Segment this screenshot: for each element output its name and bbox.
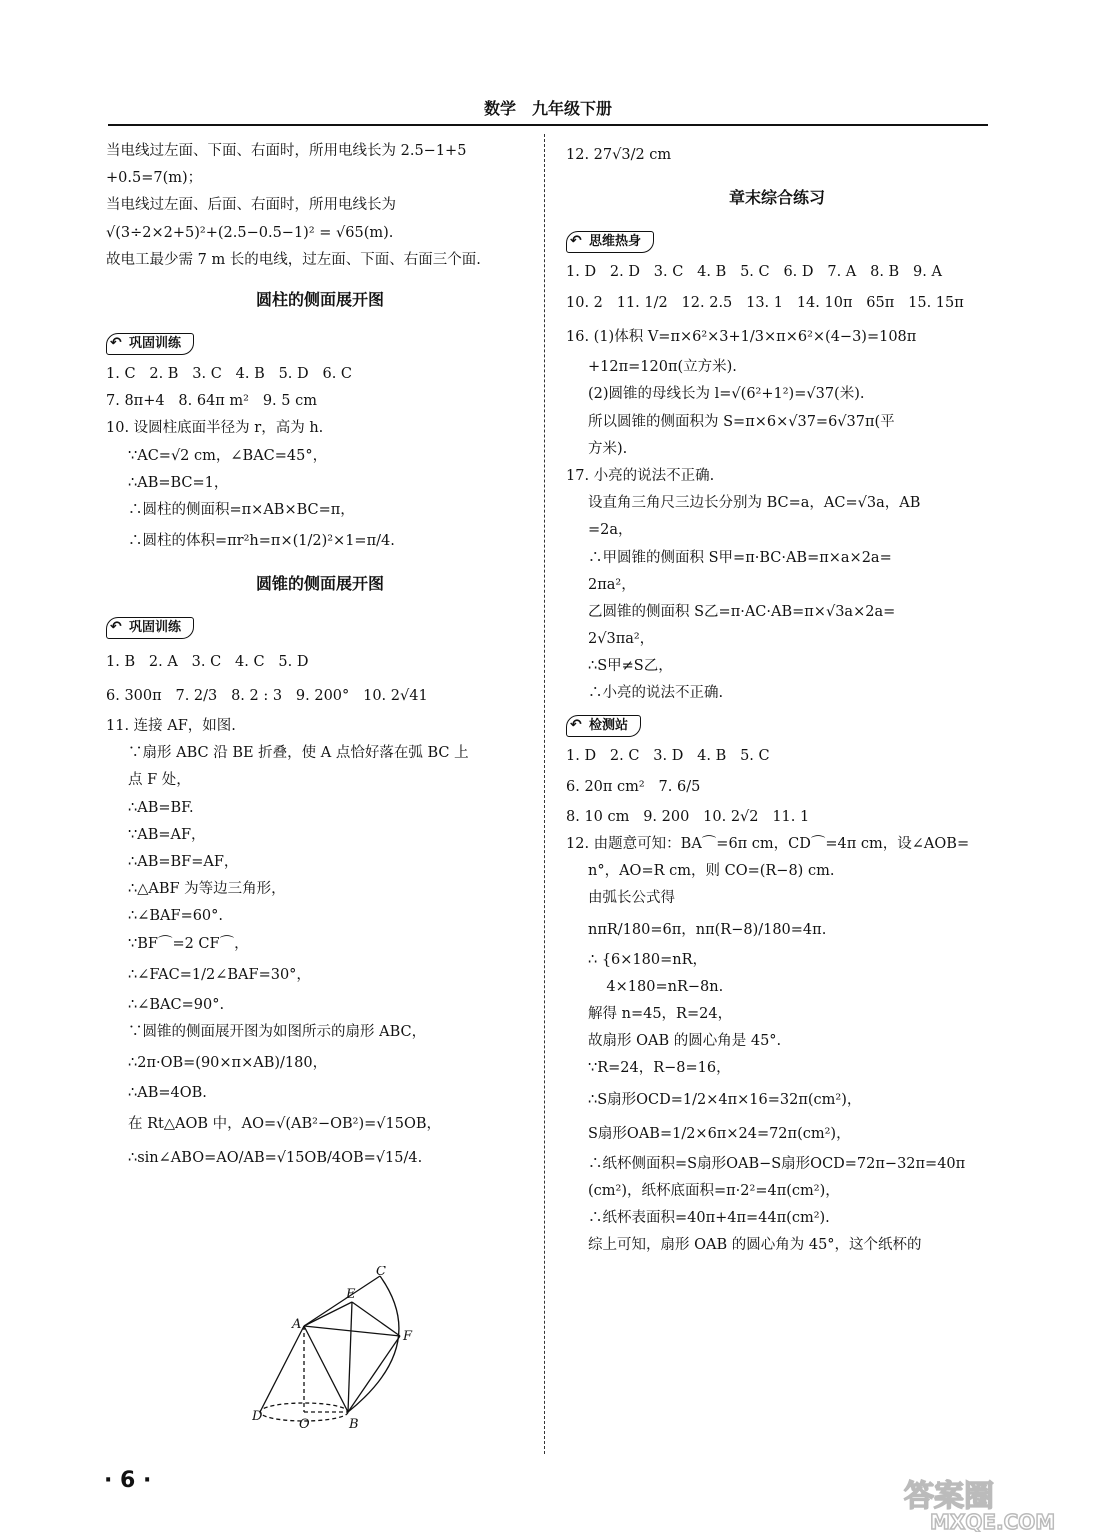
column-divider xyxy=(544,134,545,1454)
answer-line: 由弧长公式得 xyxy=(588,890,675,907)
answer-line: ∴甲圆锥的侧面积 S甲=π·BC·AB=π×a×2a= xyxy=(588,549,892,566)
answer-line: ∴纸杯侧面积=S扇形OAB−S扇形OCD=72π−32π=40π xyxy=(588,1155,966,1172)
answer-line: ∴S甲≠S乙， xyxy=(588,658,673,675)
watermark-text-main: 答案圈 xyxy=(904,1479,994,1514)
answer-line: 综上可知，扇形 OAB 的圆心角为 45°，这个纸杯的 xyxy=(588,1237,922,1254)
answer-line: 1. B 2. A 3. C 4. C 5. D xyxy=(106,654,309,671)
section-title-cylinder: 圆柱的侧面展开图 xyxy=(255,289,384,309)
page-header: 数学 九年级下册 xyxy=(483,99,612,118)
answer-line: ∴纸杯表面积=40π+4π=44π(cm²). xyxy=(588,1209,830,1226)
answer-line: 方米). xyxy=(588,440,628,457)
answer-line: 10. 设圆柱底面半径为 r，高为 h. xyxy=(106,420,324,437)
answer-line: ∴△ABF 为等边三角形， xyxy=(128,881,286,898)
line-be xyxy=(348,1302,352,1412)
tag-consolidate xyxy=(106,612,534,644)
answer-line: ∴圆柱的体积=πr²h=π×(1/2)²×1=π/4. xyxy=(128,533,395,550)
text-line: +0.5=7(m)； xyxy=(106,170,203,187)
tag-label: 检测站 xyxy=(589,717,629,733)
tag-box xyxy=(566,715,641,737)
answer-line: 设直角三角尺三边长分别为 BC=a，AC=√3a，AB xyxy=(588,495,921,512)
tag-box xyxy=(566,231,654,253)
answer-line: 8. 10 cm 9. 200 10. 2√2 11. 1 xyxy=(566,808,810,825)
answer-line: ∴2π·OB=(90×π×AB)/180， xyxy=(128,1055,328,1072)
answer-line: ∴小亮的说法不正确. xyxy=(588,685,724,702)
label-o: O xyxy=(299,1417,310,1432)
answer-line: ∵R=24，R−8=16， xyxy=(588,1060,731,1077)
answer-line: 1. C 2. B 3. C 4. B 5. D 6. C xyxy=(106,365,353,382)
answer-line: 乙圆锥的侧面积 S乙=π·AC·AB=π×√3a×2a= xyxy=(588,603,896,620)
answer-line: ∴∠BAF=60°. xyxy=(128,908,224,925)
tag-consolidate xyxy=(106,328,534,360)
answer-line: ∵扇形 ABC 沿 BE 折叠，使 A 点恰好落在弧 BC 上 xyxy=(128,745,469,762)
cone-sector-figure xyxy=(252,1266,422,1432)
label-c: C xyxy=(376,1266,386,1279)
curl-arrow-icon: ↶ xyxy=(110,619,122,636)
cone-edge-ab xyxy=(304,1326,348,1412)
header-rule xyxy=(108,124,988,126)
answer-line: 解得 n=45，R=24， xyxy=(588,1005,733,1022)
right-column xyxy=(566,138,988,1259)
answer-line: ∴AB=BC=1， xyxy=(128,474,229,491)
text-line: 当电线过左面、后面、右面时，所用电线长为 xyxy=(106,197,396,214)
answer-line: ∴∠BAC=90°. xyxy=(128,996,225,1013)
answer-line: ∵AB=AF， xyxy=(128,826,206,843)
answer-line: ∴S扇形OCD=1/2×4π×16=32π(cm²)， xyxy=(588,1091,862,1108)
answer-line: (cm²)，纸杯底面积=π·2²=4π(cm²)， xyxy=(588,1182,840,1199)
section-title-cone: 圆锥的侧面展开图 xyxy=(255,574,384,594)
answer-line: 11. 连接 AF，如图. xyxy=(106,718,236,735)
tag-box xyxy=(106,333,194,355)
answer-line: 1. D 2. C 3. D 4. B 5. C xyxy=(566,747,770,764)
answer-line: 4×180=nR−8n. xyxy=(588,978,724,995)
line-ae xyxy=(304,1302,352,1326)
sector-edge-ac xyxy=(304,1276,380,1326)
label-b: B xyxy=(349,1417,359,1432)
answer-line: 7. 8π+4 8. 64π m² 9. 5 cm xyxy=(106,393,317,410)
text-line: √(3÷2×2+5)²+(2.5−0.5−1)² = √65(m). xyxy=(106,224,394,241)
answer-line: ∵圆锥的侧面展开图为如图所示的扇形 ABC， xyxy=(128,1023,427,1040)
answer-line: n°，AO=R cm，则 CO=(R−8) cm. xyxy=(588,863,835,880)
answer-line: ∴sin∠ABO=AO/AB=√15OB/4OB=√15/4. xyxy=(128,1150,423,1167)
answer-line: 在 Rt△AOB 中，AO=√(AB²−OB²)=√15OB， xyxy=(128,1116,442,1133)
answer-line: (2)圆锥的母线长为 l=√(6²+1²)=√37(米). xyxy=(588,386,865,403)
site-watermark-logo xyxy=(900,1476,1080,1532)
label-e: E xyxy=(346,1287,356,1302)
answer-line: 1. D 2. D 3. C 4. B 5. C 6. D 7. A 8. B 9. A xyxy=(566,264,942,280)
answer-line: ∵BF⌒=2 CF⌒， xyxy=(128,935,249,952)
tag-test-station xyxy=(566,710,988,742)
tag-warmup xyxy=(566,226,988,258)
tag-label: 巩固训练 xyxy=(129,620,182,636)
answer-line: nπR/180=6π，nπ(R−8)/180=4π. xyxy=(588,921,827,938)
line-af xyxy=(304,1326,400,1336)
answer-line: 10. 2 11. 1/2 12. 2.5 13. 1 14. 10π 65π 15. 15π xyxy=(566,295,964,312)
left-column xyxy=(106,138,534,1175)
answer-line: 16. (1)体积 V=π×6²×3+1/3×π×6²×(4−3)=108π xyxy=(566,329,917,346)
answer-line: +12π=120π(立方米). xyxy=(588,359,737,376)
answer-line: 2πa²， xyxy=(588,576,636,593)
curl-arrow-icon: ↶ xyxy=(570,716,582,733)
answer-line: 故扇形 OAB 的圆心角是 45°. xyxy=(588,1033,782,1050)
page-number: · 6 · xyxy=(104,1468,152,1493)
answer-line: ∴圆柱的侧面积=π×AB×BC=π， xyxy=(128,501,355,518)
answer-line: ∵AC=√2 cm，∠BAC=45°， xyxy=(128,447,328,464)
answer-line: ∴AB=BF. xyxy=(128,799,194,816)
curl-arrow-icon: ↶ xyxy=(110,334,122,351)
answer-line: ∴∠FAC=1/2∠BAF=30°， xyxy=(128,966,311,983)
answer-line: S扇形OAB=1/2×6π×24=72π(cm²)， xyxy=(588,1125,851,1142)
label-f: F xyxy=(403,1329,413,1344)
line-fb xyxy=(348,1336,400,1412)
answer-line: 6. 20π cm² 7. 6/5 xyxy=(566,778,701,795)
line-ef xyxy=(352,1302,400,1336)
answer-line: ∴AB=4OB. xyxy=(128,1085,207,1102)
answer-line: 点 F 处， xyxy=(128,772,191,789)
cone-edge-ad xyxy=(260,1326,304,1412)
sector-arc-cb xyxy=(348,1276,399,1412)
tag-box xyxy=(106,617,194,639)
curl-arrow-icon: ↶ xyxy=(570,233,582,249)
answer-line: 6. 300π 7. 2/3 8. 2 : 3 9. 200° 10. 2√41 xyxy=(106,688,428,705)
tag-label: 思维热身 xyxy=(589,234,642,249)
answer-line: 12. 27√3/2 cm xyxy=(566,147,672,163)
answer-line: 12. 由题意可知：BA⌒=6π cm，CD⌒=4π cm，设∠AOB= xyxy=(566,836,970,852)
answer-line: 17. 小亮的说法不正确. xyxy=(566,467,715,484)
section-title-chapter-review: 章末综合练习 xyxy=(728,188,825,207)
answer-line: ∴ {6×180=nR， xyxy=(588,951,708,968)
text-line: 当电线过左面、下面、右面时，所用电线长为 2.5−1+5 xyxy=(106,143,467,159)
watermark-text-domain: MXQE.COM xyxy=(930,1510,1056,1532)
label-a: A xyxy=(292,1317,302,1332)
text-line: 故电工最少需 7 m 长的电线，过左面、下面、右面三个面. xyxy=(106,251,481,268)
answer-line: 所以圆锥的侧面积为 S=π×6×√37=6√37π(平 xyxy=(588,413,895,430)
label-d: D xyxy=(252,1409,263,1424)
answer-line: ∴AB=BF=AF， xyxy=(128,854,239,870)
tag-label: 巩固训练 xyxy=(129,335,182,351)
answer-line: =2a， xyxy=(588,522,633,539)
answer-line: 2√3πa²， xyxy=(588,631,655,648)
